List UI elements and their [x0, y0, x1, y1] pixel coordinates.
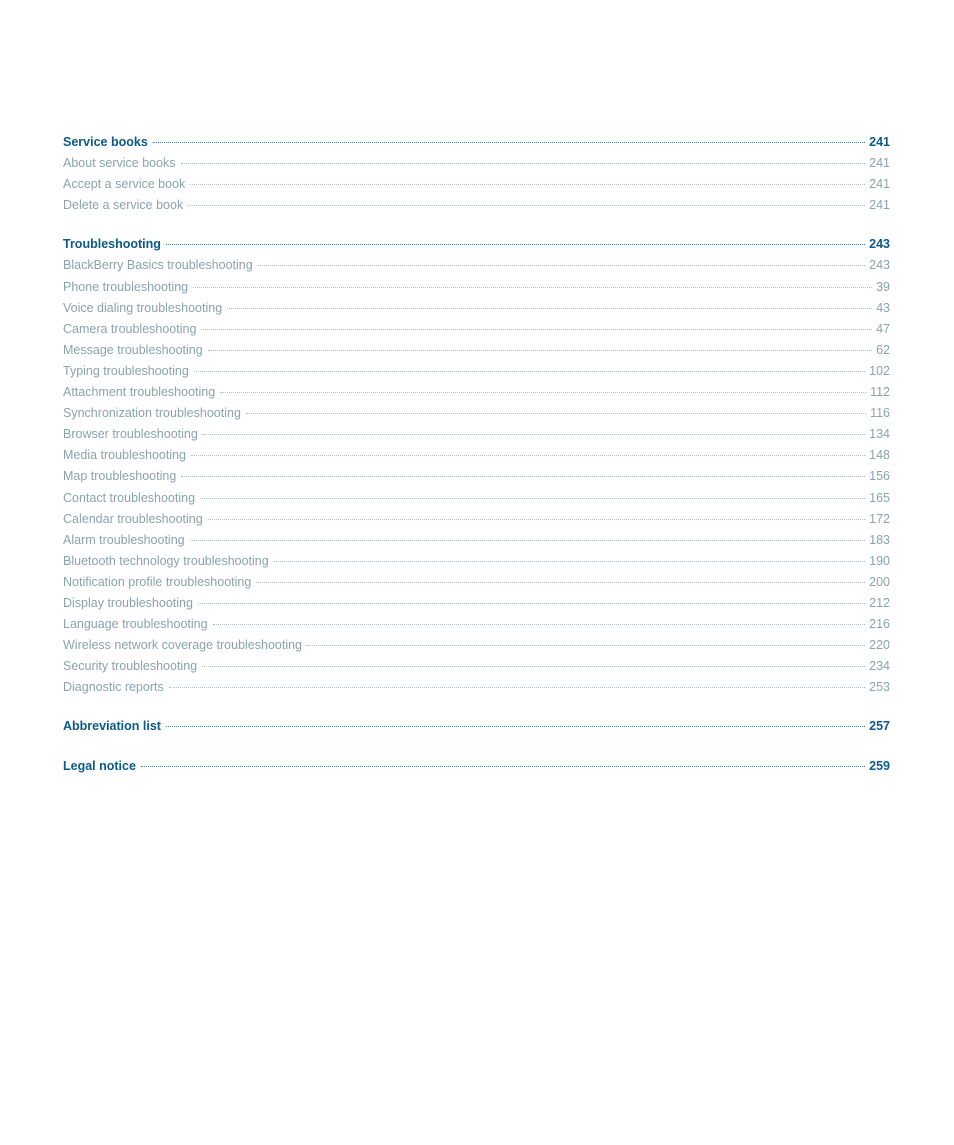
toc-entry[interactable] [63, 319, 890, 340]
toc-entry-page: 134 [869, 427, 890, 442]
toc-entry-page: 220 [869, 638, 890, 653]
dot-leader [220, 392, 866, 393]
toc-entry-title: Diagnostic reports [63, 680, 164, 695]
toc-entry[interactable] [63, 153, 890, 174]
toc-entry-page: 200 [869, 574, 890, 589]
toc-entry-title: Alarm troubleshooting [63, 532, 185, 547]
toc-entry-title: Security troubleshooting [63, 659, 198, 674]
dot-leader [191, 455, 865, 456]
dot-leader [227, 308, 872, 309]
dot-leader [190, 540, 866, 541]
toc-entry-title: Media troubleshooting [63, 448, 186, 463]
dot-leader [198, 603, 865, 604]
dot-leader [274, 561, 865, 562]
dot-leader [166, 244, 865, 245]
toc-entry[interactable] [63, 403, 890, 424]
toc-heading-page: 259 [869, 758, 890, 773]
toc-entry[interactable] [63, 298, 890, 319]
toc-entry-page: 39 [876, 279, 890, 294]
toc-entry[interactable] [63, 488, 890, 509]
toc-entry[interactable] [63, 382, 890, 403]
toc-heading-title: Service books [63, 135, 148, 149]
toc-entry[interactable] [63, 424, 890, 445]
dot-leader [200, 498, 865, 499]
dot-leader [213, 624, 866, 625]
toc-heading[interactable] [63, 234, 890, 255]
toc-entry-page: 234 [869, 659, 890, 674]
toc-entry-title: Voice dialing troubleshooting [63, 300, 223, 315]
dot-leader [181, 476, 865, 477]
toc-entry[interactable] [63, 340, 890, 361]
toc-entry-title: Typing troubleshooting [63, 363, 189, 378]
toc-entry[interactable] [63, 445, 890, 466]
toc-entry-page: 102 [869, 363, 890, 378]
toc-entry[interactable] [63, 677, 890, 698]
toc-entry-page: 172 [869, 511, 890, 526]
toc-entry-title: Message troubleshooting [63, 342, 203, 357]
toc-entry-page: 243 [869, 258, 890, 273]
toc-entry-title: Language troubleshooting [63, 617, 208, 632]
toc-entry[interactable] [63, 551, 890, 572]
toc-entry-title: Contact troubleshooting [63, 490, 196, 505]
toc-entry-page: 212 [869, 595, 890, 610]
toc-entry-title: About service books [63, 156, 176, 171]
toc-section-service-books [63, 132, 890, 216]
toc-entry-page: 47 [876, 321, 890, 336]
toc-entry-title: Phone troubleshooting [63, 279, 189, 294]
toc-entry-page: 148 [869, 448, 890, 463]
toc-entry-title: Attachment troubleshooting [63, 385, 216, 400]
toc-entry[interactable] [63, 656, 890, 677]
toc-entry-title: Synchronization troubleshooting [63, 406, 241, 421]
toc-section-troubleshooting [63, 234, 890, 698]
toc-entry-title: Display troubleshooting [63, 595, 193, 610]
dot-leader [190, 184, 865, 185]
toc-entry[interactable] [63, 277, 890, 298]
toc-entry-page: 216 [869, 617, 890, 632]
toc-heading-title: Legal notice [63, 758, 136, 773]
toc-entry[interactable] [63, 572, 890, 593]
dot-leader [202, 666, 865, 667]
toc-heading[interactable] [63, 132, 890, 153]
toc-entry-page: 241 [869, 156, 890, 171]
dot-leader [188, 205, 865, 206]
toc-entry[interactable] [63, 466, 890, 487]
toc-entry-title: Calendar troubleshooting [63, 511, 203, 526]
toc-entry-title: Map troubleshooting [63, 469, 177, 484]
dot-leader [181, 163, 866, 164]
toc-entry-page: 241 [869, 198, 890, 213]
dot-leader [307, 645, 865, 646]
toc-entry-page: 183 [869, 532, 890, 547]
toc-entry[interactable] [63, 174, 890, 195]
dot-leader [201, 329, 872, 330]
toc-entry-page: 156 [869, 469, 890, 484]
toc-heading-title: Abbreviation list [63, 719, 161, 734]
table-of-contents [63, 132, 890, 777]
toc-entry-page: 116 [870, 406, 890, 421]
toc-entry-page: 112 [870, 385, 890, 400]
toc-entry-title: Notification profile troubleshooting [63, 574, 252, 589]
toc-entry[interactable] [63, 255, 890, 276]
dot-leader [194, 371, 865, 372]
dot-leader [208, 350, 872, 351]
dot-leader [208, 519, 865, 520]
toc-entry-page: 241 [869, 177, 890, 192]
toc-entry-page: 190 [869, 553, 890, 568]
toc-entry[interactable] [63, 530, 890, 551]
toc-entry[interactable] [63, 509, 890, 530]
toc-heading[interactable] [63, 716, 890, 737]
toc-entry[interactable] [63, 635, 890, 656]
dot-leader [153, 142, 865, 143]
toc-section-legal-notice [63, 756, 890, 777]
toc-heading-page: 257 [869, 719, 890, 734]
dot-leader [256, 582, 865, 583]
dot-leader [166, 726, 865, 727]
dot-leader [246, 413, 866, 414]
toc-entry[interactable] [63, 593, 890, 614]
dot-leader [169, 687, 865, 688]
toc-entry-page: 43 [876, 300, 890, 315]
toc-entry-page: 62 [876, 342, 890, 357]
dot-leader [193, 287, 872, 288]
toc-entry-title: Camera troubleshooting [63, 321, 197, 336]
toc-entry[interactable] [63, 614, 890, 635]
toc-entry-title: BlackBerry Basics troubleshooting [63, 258, 253, 273]
toc-heading[interactable] [63, 756, 890, 777]
toc-entry-title: Accept a service book [63, 177, 186, 192]
toc-entry-title: Browser troubleshooting [63, 427, 198, 442]
toc-entry[interactable] [63, 361, 890, 382]
toc-entry[interactable] [63, 195, 890, 216]
toc-entry-title: Bluetooth technology troubleshooting [63, 553, 269, 568]
toc-section-abbreviation-list [63, 716, 890, 737]
toc-entry-page: 253 [869, 680, 890, 695]
toc-heading-page: 243 [869, 237, 890, 252]
dot-leader [203, 434, 865, 435]
toc-entry-title: Delete a service book [63, 198, 184, 213]
toc-heading-title: Troubleshooting [63, 237, 161, 252]
toc-entry-page: 165 [869, 490, 890, 505]
dot-leader [258, 265, 865, 266]
toc-heading-page: 241 [869, 135, 890, 149]
toc-entry-title: Wireless network coverage troubleshooting [63, 638, 303, 653]
dot-leader [141, 766, 865, 767]
